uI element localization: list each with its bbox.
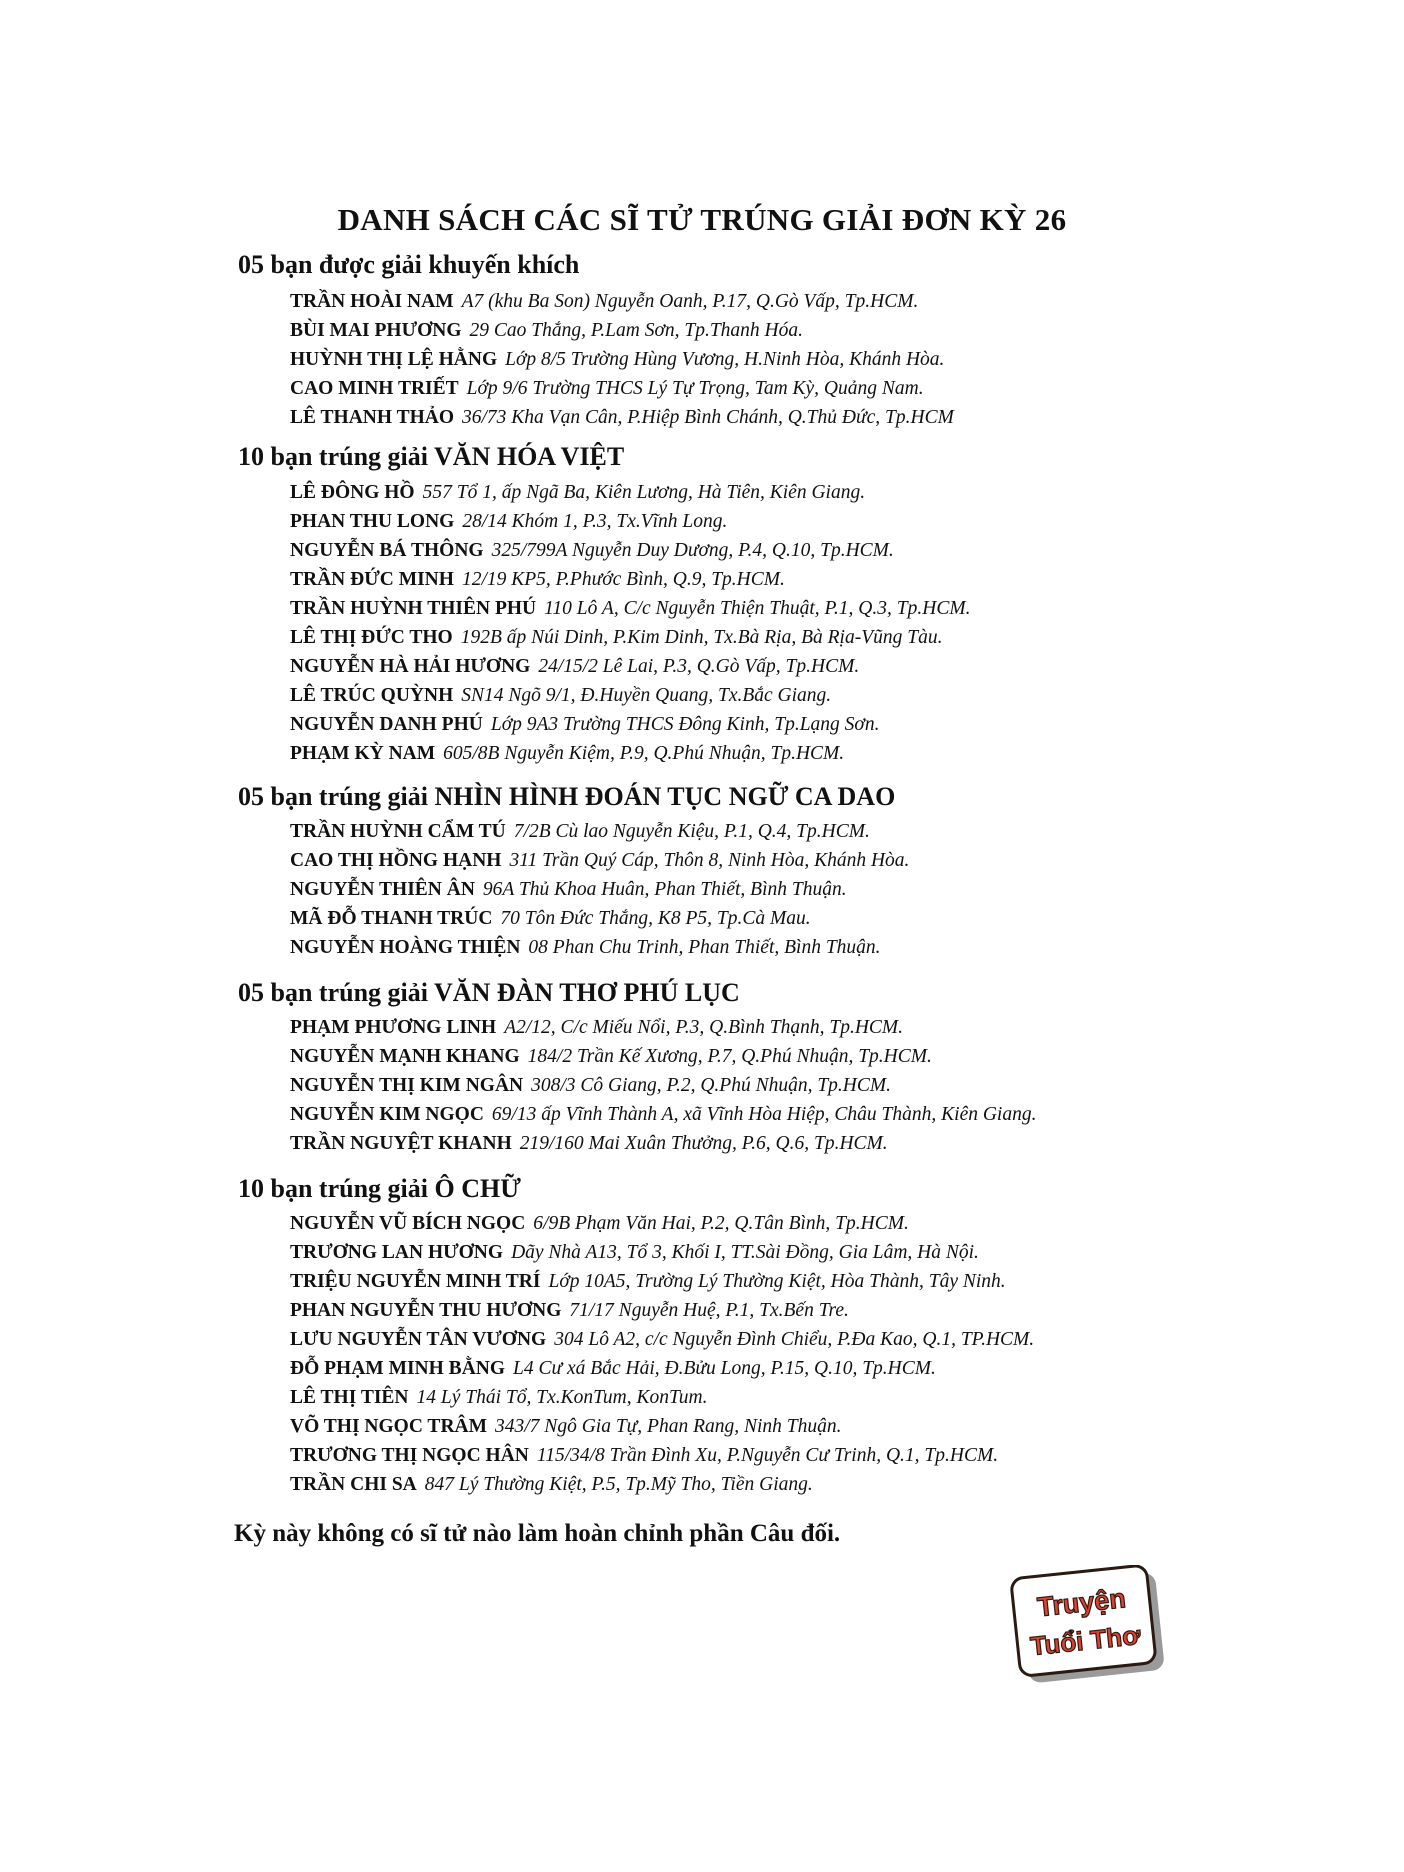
- list-item: [290, 350, 944, 370]
- page-title: DANH SÁCH CÁC SĨ TỬ TRÚNG GIẢI ĐƠN KỲ 26: [337, 202, 1067, 237]
- winner-address: 219/160 Mai Xuân Thưởng, P.6, Q.6, Tp.HCM.: [519, 1133, 888, 1154]
- winner-name: NGUYỄN THỊ KIM NGÂN: [290, 1075, 524, 1096]
- winner-address: 14 Lý Thái Tổ, Tx.KonTum, KonTum.: [416, 1387, 708, 1408]
- winner-name: PHAN NGUYỄN THU HƯƠNG: [290, 1300, 562, 1321]
- winner-name: CAO THỊ HỒNG HẠNH: [290, 850, 502, 871]
- list-item: [290, 408, 954, 428]
- list-item: [290, 880, 847, 900]
- winner-name: NGUYỄN HÀ HẢI HƯƠNG: [290, 656, 531, 677]
- winner-address: L4 Cư xá Bắc Hải, Đ.Bửu Long, P.15, Q.10, Tp.HCM.: [513, 1358, 936, 1379]
- winner-address: Lớp 10A5, Trường Lý Thường Kiệt, Hòa Thành, Tây Ninh.: [548, 1271, 1006, 1292]
- list-item: [290, 599, 970, 619]
- winner-address: 192B ấp Núi Dinh, P.Kim Dinh, Tx.Bà Rịa, Bà Rịa-Vũng Tàu.: [460, 627, 943, 648]
- list-item: [290, 657, 859, 677]
- list-item: [290, 1214, 909, 1234]
- winner-address: 70 Tôn Đức Thắng, K8 P5, Tp.Cà Mau.: [500, 908, 811, 929]
- winner-address: 7/2B Cù lao Nguyễn Kiệu, P.1, Q.4, Tp.HCM.: [513, 821, 870, 842]
- winner-name: NGUYỄN BÁ THÔNG: [290, 540, 484, 561]
- winner-name: TRƯƠNG THỊ NGỌC HÂN: [290, 1445, 529, 1466]
- truyen-tuoi-tho-logo: [1010, 1565, 1170, 1687]
- winner-address: 343/7 Ngô Gia Tự, Phan Rang, Ninh Thuận.: [495, 1416, 842, 1437]
- list-item: [290, 483, 865, 503]
- winner-name: LÊ THỊ TIÊN: [290, 1387, 409, 1408]
- list-item: [290, 1076, 891, 1096]
- logo-graphic: [1010, 1565, 1170, 1687]
- section-heading-van-dan-tho-phu-luc: 05 bạn trúng giải VĂN ĐÀN THƠ PHÚ LỤC: [238, 978, 740, 1007]
- winner-address: 110 Lô A, C/c Nguyễn Thiện Thuật, P.1, Q.3, Tp.HCM.: [544, 598, 971, 619]
- winner-name: TRẦN HOÀI NAM: [290, 291, 454, 312]
- list-item: [290, 1272, 1006, 1292]
- list-item: [290, 1330, 1034, 1350]
- winner-name: PHẠM KỲ NAM: [290, 743, 436, 764]
- winner-address: 115/34/8 Trần Đình Xu, P.Nguyễn Cư Trinh, Q.1, Tp.HCM.: [536, 1445, 999, 1466]
- winner-address: 184/2 Trần Kế Xương, P.7, Q.Phú Nhuận, Tp.HCM.: [527, 1046, 932, 1067]
- list-item: [290, 938, 881, 958]
- list-item: [290, 1243, 979, 1263]
- winner-address: 28/14 Khóm 1, P.3, Tx.Vĩnh Long.: [462, 511, 728, 532]
- winner-name: TRẦN HUỲNH THIÊN PHÚ: [290, 598, 537, 619]
- list-item: [290, 909, 811, 929]
- list-item: [290, 1388, 707, 1408]
- winner-address: A2/12, C/c Miếu Nổi, P.3, Q.Bình Thạnh, Tp.HCM.: [504, 1017, 904, 1038]
- list-item: [290, 1417, 842, 1437]
- winner-address: 29 Cao Thắng, P.Lam Sơn, Tp.Thanh Hóa.: [469, 320, 804, 341]
- list-item: [290, 851, 909, 871]
- winner-name: NGUYỄN MẠNH KHANG: [290, 1046, 520, 1067]
- winner-address: 08 Phan Chu Trinh, Phan Thiết, Bình Thuận.: [528, 937, 881, 958]
- list-item: [290, 686, 831, 706]
- logo-line2: Tuổi Thơ: [1029, 1619, 1142, 1662]
- logo-line1: Truyện: [1035, 1583, 1128, 1623]
- winner-name: CAO MINH TRIẾT: [290, 378, 459, 399]
- winner-name: LƯU NGUYỄN TÂN VƯƠNG: [290, 1329, 547, 1350]
- winner-name: TRƯƠNG LAN HƯƠNG: [290, 1242, 504, 1263]
- footer-note: Kỳ này không có sĩ tử nào làm hoàn chỉnh phần Câu đối.: [234, 1520, 841, 1547]
- list-item: [290, 570, 785, 590]
- winner-name: TRẦN ĐỨC MINH: [290, 569, 454, 590]
- list-item: [290, 628, 942, 648]
- list-item: [290, 1475, 813, 1495]
- winner-name: TRẦN HUỲNH CẨM TÚ: [290, 821, 506, 842]
- section-heading-o-chu: 10 bạn trúng giải Ô CHỮ: [238, 1174, 521, 1203]
- winner-name: TRẦN NGUYỆT KHANH: [290, 1133, 512, 1154]
- winner-name: NGUYỄN DANH PHÚ: [290, 714, 483, 735]
- winner-name: TRẦN CHI SA: [290, 1474, 417, 1495]
- winner-name: ĐỖ PHẠM MINH BẰNG: [290, 1358, 506, 1379]
- section-heading-van-hoa-viet: 10 bạn trúng giải VĂN HÓA VIỆT: [238, 442, 625, 471]
- winner-name: VÕ THỊ NGỌC TRÂM: [290, 1416, 488, 1437]
- list-item: [290, 1134, 888, 1154]
- winner-address: 36/73 Kha Vạn Cân, P.Hiệp Bình Chánh, Q.Thủ Đức, Tp.HCM: [462, 407, 954, 428]
- winner-address: 96A Thủ Khoa Huân, Phan Thiết, Bình Thuận.: [482, 879, 847, 900]
- winner-name: NGUYỄN THIÊN ÂN: [290, 879, 475, 900]
- winner-address: 308/3 Cô Giang, P.2, Q.Phú Nhuận, Tp.HCM.: [531, 1075, 891, 1096]
- winner-address: 847 Lý Thường Kiệt, P.5, Tp.Mỹ Tho, Tiền Giang.: [424, 1474, 813, 1495]
- winner-name: MÃ ĐỖ THANH TRÚC: [290, 908, 493, 929]
- list-item: [290, 292, 918, 312]
- winner-name: LÊ THANH THẢO: [290, 407, 454, 428]
- list-item: [290, 1446, 998, 1466]
- list-item: [290, 541, 894, 561]
- winner-name: BÙI MAI PHƯƠNG: [290, 320, 462, 341]
- winner-name: LÊ THỊ ĐỨC THO: [290, 627, 453, 648]
- list-item: [290, 379, 924, 399]
- list-item: [290, 1047, 932, 1067]
- winner-name: LÊ TRÚC QUỲNH: [290, 685, 454, 706]
- list-item: [290, 321, 803, 341]
- list-item: [290, 1359, 936, 1379]
- winner-address: 311 Trần Quý Cáp, Thôn 8, Ninh Hòa, Khánh Hòa.: [509, 850, 910, 871]
- winner-name: TRIỆU NGUYỄN MINH TRÍ: [290, 1271, 541, 1292]
- section-heading-nhin-hinh-doan-tuc-ngu: 05 bạn trúng giải NHÌN HÌNH ĐOÁN TỤC NGỮ CA DAO: [238, 782, 896, 811]
- winner-address: 71/17 Nguyễn Huệ, P.1, Tx.Bến Tre.: [569, 1300, 849, 1321]
- winner-name: NGUYỄN HOÀNG THIỆN: [290, 937, 521, 958]
- winner-address: 557 Tổ 1, ấp Ngã Ba, Kiên Lương, Hà Tiên, Kiên Giang.: [422, 482, 866, 503]
- list-item: [290, 744, 844, 764]
- winner-address: 325/799A Nguyễn Duy Dương, P.4, Q.10, Tp.HCM.: [491, 540, 894, 561]
- winner-address: 304 Lô A2, c/c Nguyễn Đình Chiểu, P.Đa Kao, Q.1, TP.HCM.: [554, 1329, 1035, 1350]
- winner-name: NGUYỄN KIM NGỌC: [290, 1104, 484, 1125]
- winner-name: PHẠM PHƯƠNG LINH: [290, 1017, 497, 1038]
- list-item: [290, 512, 727, 532]
- winner-address: 605/8B Nguyễn Kiệm, P.9, Q.Phú Nhuận, Tp.HCM.: [443, 743, 845, 764]
- winner-name: PHAN THU LONG: [290, 511, 455, 532]
- winner-address: Lớp 8/5 Trường Hùng Vương, H.Ninh Hòa, Khánh Hòa.: [505, 349, 945, 370]
- winner-address: 69/13 ấp Vĩnh Thành A, xã Vĩnh Hòa Hiệp, Châu Thành, Kiên Giang.: [491, 1104, 1037, 1125]
- winner-address: Lớp 9/6 Trường THCS Lý Tự Trọng, Tam Kỳ, Quảng Nam.: [466, 378, 924, 399]
- winner-address: SN14 Ngõ 9/1, Đ.Huyền Quang, Tx.Bắc Giang.: [461, 685, 832, 706]
- winner-address: 6/9B Phạm Văn Hai, P.2, Q.Tân Bình, Tp.HCM.: [533, 1213, 909, 1234]
- winner-address: Lớp 9A3 Trường THCS Đông Kinh, Tp.Lạng Sơn.: [490, 714, 880, 735]
- section-heading-khuyen-khich: 05 bạn được giải khuyến khích: [238, 250, 580, 279]
- winner-name: HUỲNH THỊ LỆ HẰNG: [290, 349, 498, 370]
- list-item: [290, 1018, 903, 1038]
- winner-name: NGUYỄN VŨ BÍCH NGỌC: [290, 1213, 526, 1234]
- winner-address: 12/19 KP5, P.Phước Bình, Q.9, Tp.HCM.: [461, 569, 785, 590]
- winner-address: 24/15/2 Lê Lai, P.3, Q.Gò Vấp, Tp.HCM.: [538, 656, 860, 677]
- list-item: [290, 822, 870, 842]
- list-item: [290, 1105, 1036, 1125]
- list-item: [290, 1301, 849, 1321]
- winner-address: Dãy Nhà A13, Tổ 3, Khối I, TT.Sài Đồng, Gia Lâm, Hà Nội.: [511, 1242, 979, 1263]
- winner-name: LÊ ĐÔNG HỒ: [290, 482, 415, 503]
- list-item: [290, 715, 879, 735]
- winner-address: A7 (khu Ba Son) Nguyễn Oanh, P.17, Q.Gò Vấp, Tp.HCM.: [461, 291, 919, 312]
